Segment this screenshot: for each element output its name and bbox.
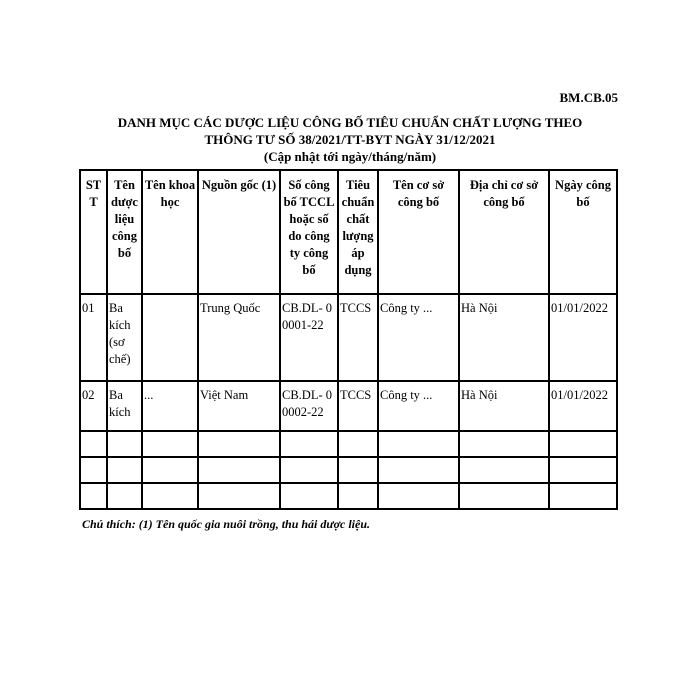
- cell-announcement-date: 01/01/2022: [549, 294, 617, 381]
- header-announcement-date: Ngày công bố: [549, 170, 617, 294]
- empty-row: [80, 431, 617, 457]
- empty-row: [80, 457, 617, 483]
- cell-origin: Trung Quốc: [198, 294, 280, 381]
- document-title: [0, 114, 700, 165]
- table-row: [80, 294, 617, 381]
- cell-facility-address: Hà Nội: [459, 294, 549, 381]
- header-herb-name: Tên dược liệu công bố: [107, 170, 142, 294]
- cell-scientific-name: ...: [142, 381, 198, 431]
- cell-origin: Việt Nam: [198, 381, 280, 431]
- header-facility-name: Tên cơ sở công bố: [378, 170, 459, 294]
- header-announcement-number: Số công bố TCCL hoặc số do công ty công bố: [280, 170, 338, 294]
- header-stt: STT: [80, 170, 107, 294]
- form-code: BM.CB.05: [559, 90, 618, 105]
- cell-quality-standard: TCCS: [338, 294, 378, 381]
- footnote: Chú thích: (1) Tên quốc gia nuôi trồng, thu hái dược liệu.: [82, 517, 371, 531]
- cell-stt: 02: [80, 381, 107, 431]
- table-row: [80, 381, 617, 431]
- cell-herb-name: Ba kích (sơ chế): [107, 294, 142, 381]
- table-header-row: [80, 170, 617, 294]
- cell-herb-name: Ba kích: [107, 381, 142, 431]
- cell-stt: 01: [80, 294, 107, 381]
- cell-announcement-number: CB.DL- 0 0001-22: [280, 294, 338, 381]
- header-scientific-name: Tên khoa học: [142, 170, 198, 294]
- cell-facility-name: Công ty ...: [378, 294, 459, 381]
- herbal-list-table: [79, 169, 618, 510]
- title-line-1: DANH MỤC CÁC DƯỢC LIỆU CÔNG BỐ TIÊU CHUẨN CHẤT LƯỢNG THEO: [117, 115, 583, 130]
- title-line-2: THÔNG TƯ SỐ 38/2021/TT-BYT NGÀY 31/12/2021: [204, 132, 496, 147]
- cell-facility-name: Công ty ...: [378, 381, 459, 431]
- cell-announcement-date: 01/01/2022: [549, 381, 617, 431]
- cell-quality-standard: TCCS: [338, 381, 378, 431]
- empty-row: [80, 483, 617, 509]
- cell-facility-address: Hà Nội: [459, 381, 549, 431]
- title-line-3: (Cập nhật tới ngày/tháng/năm): [263, 149, 437, 164]
- cell-announcement-number: CB.DL- 0 0002-22: [280, 381, 338, 431]
- header-facility-address: Địa chỉ cơ sở công bố: [459, 170, 549, 294]
- header-quality-standard: Tiêu chuẩn chất lượng áp dụng: [338, 170, 378, 294]
- header-origin: Nguồn gốc (1): [198, 170, 280, 294]
- cell-scientific-name: [142, 294, 198, 381]
